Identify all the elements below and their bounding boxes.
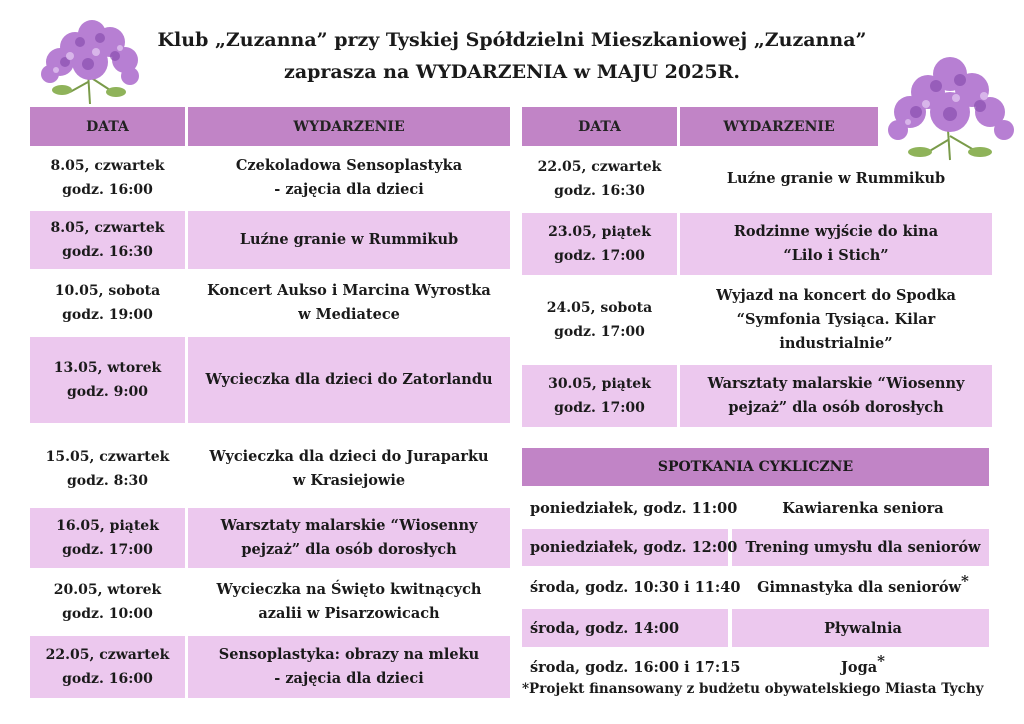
left-event-title-cell [188, 273, 510, 333]
event-time: godz. 8:30 [66, 473, 148, 489]
event-title: Sensoplastyka: obrazy na mleku [218, 646, 480, 663]
cyclic-row [522, 609, 989, 647]
event-title: Warsztaty malarskie “Wiosenny [707, 375, 965, 392]
event-time: godz. 19:00 [62, 307, 153, 323]
left-event-date-cell [30, 149, 185, 207]
right-event-date-cell [522, 279, 677, 361]
event-title-line2: w Mediatece [298, 306, 400, 323]
left-event-title-cell [188, 211, 510, 269]
left-event-title-cell [188, 636, 510, 698]
cyclic-meetings-header: SPOTKANIA CYKLICZNE [522, 448, 989, 486]
event-time: godz. 17:00 [554, 248, 645, 264]
right-event-title-cell [680, 149, 992, 209]
left-event-date-cell [30, 636, 185, 698]
left-event-title-cell [188, 436, 510, 502]
right-event-title-cell [680, 365, 992, 427]
left-event-title-cell [188, 149, 510, 207]
left-event-date-cell [30, 211, 185, 269]
event-title: Wyjazd na koncert do Spodka [716, 287, 956, 304]
right-event-title-cell [680, 213, 992, 275]
left-event-date-cell [30, 273, 185, 333]
event-date: 8.05, czwartek [50, 158, 165, 174]
left-event-date-cell [30, 337, 185, 423]
right-event-date-cell [522, 149, 677, 209]
event-time: godz. 16:30 [554, 183, 645, 199]
cyclic-what: Joga* [841, 651, 885, 676]
event-time: godz. 17:00 [554, 324, 645, 340]
event-title: Rodzinne wyjście do kina [733, 223, 939, 240]
right-event-date-cell [522, 213, 677, 275]
cyclic-when: poniedziałek, godz. 12:00 [530, 539, 738, 556]
left-event-title-cell [188, 572, 510, 632]
event-title: Koncert Aukso i Marcina Wyrostka [207, 282, 491, 299]
event-title-line2: w Krasiejowie [292, 472, 406, 489]
event-title-line2: pejzaż” dla osób dorosłych [241, 541, 457, 558]
left-event-title-cell [188, 337, 510, 423]
event-time: godz. 10:00 [62, 606, 153, 622]
cyclic-row [522, 490, 989, 526]
event-time: godz. 16:00 [62, 671, 153, 687]
left-column-header-event: WYDARZENIE [188, 107, 510, 146]
page-title: Klub „Zuzanna” przy Tyskiej Spółdzielni Mieszkaniowej „Zuzanna” [157, 29, 867, 51]
event-date: 15.05, czwartek [45, 449, 170, 465]
event-time: godz. 16:30 [62, 244, 153, 260]
left-event-date-cell [30, 436, 185, 502]
event-time: godz. 17:00 [554, 400, 645, 416]
left-event-date-cell [30, 572, 185, 632]
event-title: Warsztaty malarskie “Wiosenny [220, 517, 478, 534]
cyclic-what: Trening umysłu dla seniorów [745, 539, 981, 556]
event-title: Luźne granie w Rummikub [726, 170, 946, 187]
cyclic-row [522, 652, 989, 682]
event-title: Wycieczka na Święto kwitnących [216, 581, 482, 598]
event-date: 23.05, piątek [548, 224, 651, 240]
event-title-line2: azalii w Pisarzowicach [258, 605, 440, 622]
cyclic-when: środa, godz. 16:00 i 17:15 [530, 658, 741, 676]
event-title-line3: industrialnie” [779, 335, 893, 352]
event-title-line2: pejzaż” dla osób dorosłych [728, 399, 944, 416]
event-date: 16.05, piątek [56, 518, 159, 534]
event-title: Wycieczka dla dzieci do Juraparku [209, 448, 489, 465]
event-title: Wycieczka dla dzieci do Zatorlandu [205, 371, 493, 388]
event-title: Luźne granie w Rummikub [239, 231, 459, 248]
cyclic-row [522, 529, 989, 566]
event-title: Czekoladowa Sensoplastyka [235, 157, 463, 174]
lilac-flower-top-left-image [30, 12, 150, 107]
event-date: 8.05, czwartek [50, 220, 165, 236]
event-title-line2: “Lilo i Stich” [783, 247, 889, 264]
cyclic-what: Gimnastyka dla seniorów* [757, 571, 969, 596]
event-date: 13.05, wtorek [53, 360, 162, 376]
cyclic-when: poniedziałek, godz. 11:00 [530, 499, 738, 517]
event-title-line2: - zajęcia dla dzieci [274, 670, 424, 687]
cyclic-what: Kawiarenka seniora [782, 499, 944, 517]
right-column-header-date: DATA [522, 107, 677, 146]
funding-footnote: *Projekt finansowany z budżetu obywatelskiego Miasta Tychy [522, 681, 984, 697]
left-event-title-cell [188, 508, 510, 568]
right-event-title-cell [680, 279, 992, 361]
event-time: godz. 17:00 [62, 542, 153, 558]
event-date: 10.05, sobota [54, 283, 161, 299]
event-title-line2: “Symfonia Tysiąca. Kilar [736, 311, 936, 328]
event-date: 22.05, czwartek [45, 647, 170, 663]
cyclic-row [522, 569, 989, 605]
event-date: 24.05, sobota [546, 300, 653, 316]
page-subtitle: zaprasza na WYDARZENIA w MAJU 2025R. [284, 61, 740, 83]
right-column-header-event: WYDARZENIE [680, 107, 878, 146]
event-title-line2: - zajęcia dla dzieci [274, 181, 424, 198]
event-date: 22.05, czwartek [537, 159, 662, 175]
left-event-date-cell [30, 508, 185, 568]
left-column-header-date: DATA [30, 107, 185, 146]
event-date: 30.05, piątek [548, 376, 651, 392]
cyclic-when: środa, godz. 14:00 [530, 619, 680, 637]
right-event-date-cell [522, 365, 677, 427]
event-time: godz. 16:00 [62, 182, 153, 198]
event-date: 20.05, wtorek [53, 582, 162, 598]
cyclic-what: Pływalnia [824, 619, 902, 637]
cyclic-when: środa, godz. 10:30 i 11:40 [530, 578, 741, 596]
event-time: godz. 9:00 [66, 384, 148, 400]
